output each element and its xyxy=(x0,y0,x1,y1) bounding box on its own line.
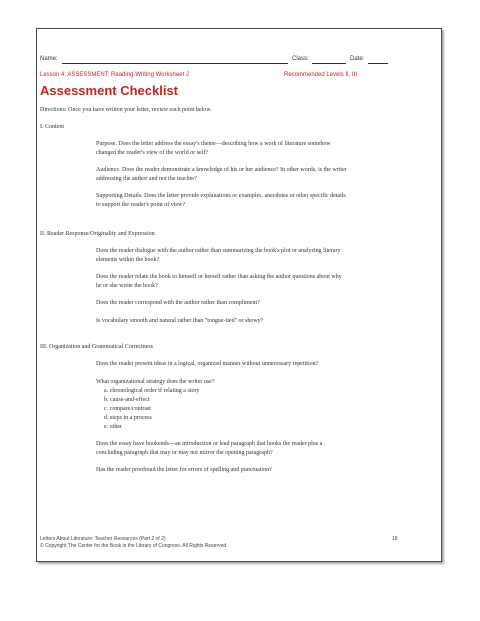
response-relate-line-1: Does the reader relate the book to himself or herself rather than asking the author questions about why xyxy=(96,274,342,280)
response-dialogue-line-2: elements within the book? xyxy=(96,257,160,263)
content-purpose-line-1: Purpose. Does the letter address the essay's theme—describing how a work of literature somehow xyxy=(96,141,331,147)
strategy-option-a: a. chronological order if relating a story xyxy=(104,388,200,394)
strategy-option-b: b. cause-and-effect xyxy=(104,397,150,403)
organization-bookends-line-1: Does the essay have bookends—an introduction or lead paragraph that hooks the reader plus a xyxy=(96,441,323,447)
organization-proofread: Has the reader proofread the letter for errors of spelling and punctuation? xyxy=(96,467,272,473)
strategy-option-e: e. other xyxy=(104,424,122,430)
organization-bookends-line-2: concluding paragraph that may or may not mirror the opening paragraph? xyxy=(96,450,273,456)
class-label: Class: xyxy=(292,56,309,62)
date-label: Date: xyxy=(350,56,365,62)
response-vocabulary: Is vocabulary smooth and natural rather than "tongue-tied" or showy? xyxy=(96,318,264,324)
date-blank xyxy=(368,63,388,64)
strategy-option-c: c. compare/contrast xyxy=(104,406,151,412)
recommended-levels: Recommended Levels II, III xyxy=(284,72,358,78)
response-relate-line-2: he or she wrote the book? xyxy=(96,283,158,289)
page-footer xyxy=(40,536,400,550)
section-heading-organization: III. Organization and Grammatical Correctness xyxy=(40,344,154,350)
page-number: 18 xyxy=(392,536,398,542)
lesson-label: Lesson 4: ASSESSMENT: Reading-Writing Worksheet J xyxy=(40,72,189,78)
organization-strategy: What organizational strategy does the writer use? xyxy=(96,379,215,385)
organization-logical: Does the reader present ideas in a logical, organized manner without unnecessary repetition? xyxy=(96,361,319,367)
section-heading-response: II. Reader Response/Originality and Expression xyxy=(40,231,155,237)
content-details-line-2: to support the reader's point of view? xyxy=(96,202,186,208)
content-details-line-1: Supporting Details. Does the letter provide explanations or examples, anecdotes or other specific details xyxy=(96,193,346,199)
content-audience-line-2: addressing the author and not the teacher? xyxy=(96,176,197,182)
name-blank xyxy=(62,63,288,64)
name-label: Name: xyxy=(40,56,58,62)
content-audience-line-1: Audience. Does the reader demonstrate a knowledge of his or her audience? In other words, is the writer xyxy=(96,167,347,173)
strategy-option-d: d. steps in a process xyxy=(104,415,152,421)
directions: Directions: Once you have written your letter, review each point below. xyxy=(40,107,212,113)
section-heading-content: I. Content xyxy=(40,124,64,130)
class-blank xyxy=(312,63,346,64)
response-dialogue-line-1: Does the reader dialogue with the author rather than summarizing the book's plot or analyzing literary xyxy=(96,248,341,254)
footer-copyright: © Copyright The Center for the Book in the Library of Congress. All Rights Reserved. xyxy=(40,543,228,549)
footer-source: Letters About Literature: Teacher Resources (Part 2 of 2) xyxy=(40,536,166,542)
response-correspond: Does the reader correspond with the author rather than compliment? xyxy=(96,300,260,306)
content-purpose-line-2: changed the reader's view of the world or self? xyxy=(96,150,209,156)
lesson-row xyxy=(40,72,400,78)
page-title: Assessment Checklist xyxy=(40,83,179,98)
